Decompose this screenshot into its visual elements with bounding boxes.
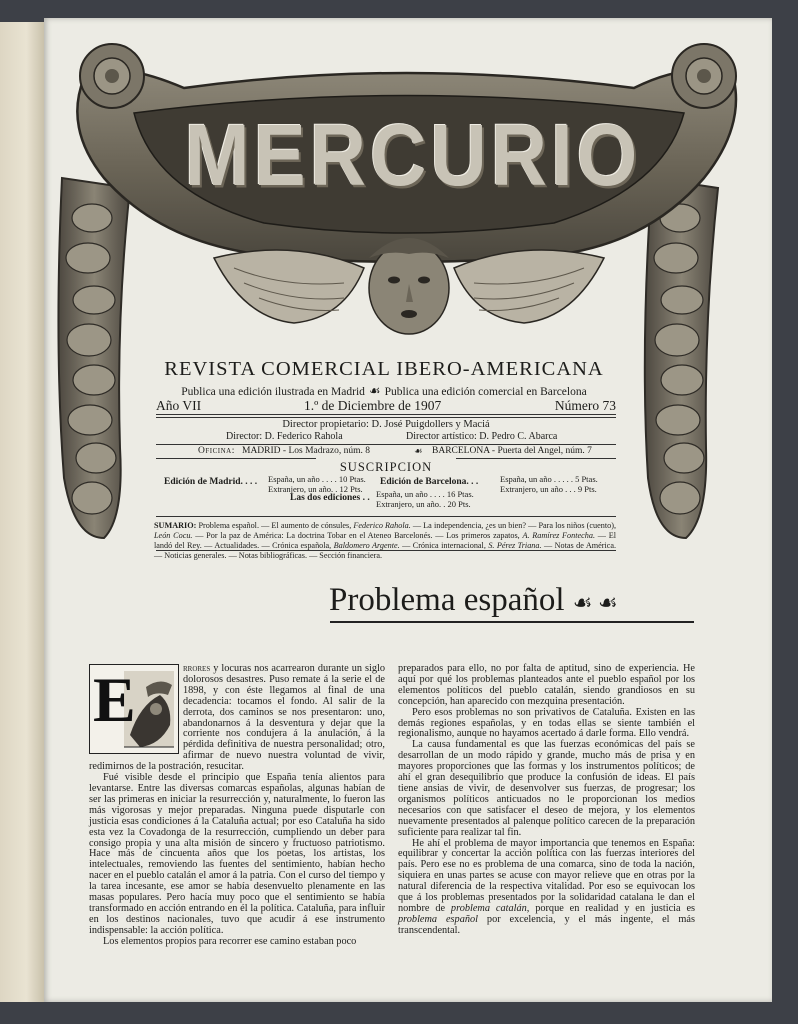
- article-paragraph: Los elementos propios para recorrer ese camino estaban poco: [103, 935, 357, 947]
- right-garland: [645, 178, 718, 538]
- edition-line: [154, 383, 614, 399]
- divider-rule: [156, 458, 316, 459]
- magazine-page: [44, 18, 772, 1002]
- edition-barcelona: Publica una edición comercial en Barcelona: [384, 386, 587, 398]
- rate-price: 12 Pts.: [339, 484, 363, 494]
- rate-price: 5 Ptas.: [575, 474, 598, 484]
- subscription-barcelona-rates: [500, 474, 598, 494]
- article-paragraph: preparados para ello, no por falta de aptitud, sino de experiencia. He aquí por qué los problemas planteados ante el pueblo español por los elementos políticos del pueblo catalán, siendo grandiosos en su concepción, han aparecido con mezquina presentación.: [398, 663, 695, 707]
- rate-price: 9 Pts.: [577, 484, 597, 494]
- dropcap-letter: E: [93, 664, 136, 735]
- staff-director: Director: D. Federico Rahola: [226, 431, 343, 442]
- facing-page-edge: [0, 22, 45, 1002]
- dropcap-word-rest: rrores: [183, 663, 211, 674]
- office-barcelona: BARCELONA - Puerta del Angel, núm. 7: [432, 446, 592, 456]
- paragraph-text: porque en realidad y en justicia es: [535, 902, 696, 914]
- toc-text: — Notas de América. — Noticias generales. — Notas bibliográficas. — Sección financiera.: [154, 541, 617, 560]
- rate-label: España, un año . . . .: [268, 474, 337, 484]
- staff-art-director: Director artístico: D. Pedro C. Abarca: [406, 431, 558, 442]
- subscription-madrid-label: Edición de Madrid. . . .: [164, 477, 258, 487]
- masthead-title: MERCURIO: [184, 105, 642, 205]
- toc-text: Problema español. — El aumento de cónsules,: [198, 521, 352, 530]
- article-paragraph: [89, 664, 385, 773]
- subscription-both-rates: [376, 489, 474, 509]
- divider-rule: [156, 550, 616, 551]
- article-paragraph: Pero esos problemas no son privativos de Cataluña. Existen en las demás regiones españolas, y en todas ellas se siente también el regionalismo, aunque no hayamos acertado á darle forma. Ello vendrá.: [398, 706, 695, 740]
- article-column-right: [398, 664, 695, 937]
- toc-author: León Cocu.: [154, 531, 193, 540]
- staff-directors: [156, 431, 616, 443]
- paragraph-text: y locuras nos acarrearon durante un siglo dolorosos desastres. Puso remate á la serie el de 1898, y con éste llegamos al final de una decadencia: tocamos el fondo. Al salir de la derrota, dos caminos se nos presentaron: uno, abandonarnos á la desventura y dejar que la corriente nos condujera á la anulación, á la pérdida definitiva de nuestra personalidad; otro, afirmar de nuevo nuestra voluntad de vivir, redimirnos de la postración, resucitar.: [89, 663, 386, 773]
- rate-label: España, un año . . . .: [376, 489, 445, 499]
- office-madrid: MADRID - Los Madrazo, núm. 8: [242, 446, 370, 456]
- paragraph-text: por excelencia, y el más ingente, el más transcendental.: [398, 913, 695, 936]
- article-title-text: Problema español: [329, 582, 565, 618]
- staff-owner: Director propietario: D. José Puigdollers y Maciá: [282, 419, 490, 430]
- toc-text: — Crónica internacional,: [402, 541, 486, 550]
- winged-head-ornament: [214, 238, 604, 334]
- toc-author: S. Pérez Triana.: [488, 541, 542, 550]
- issue-date: 1.º de Diciembre de 1907: [304, 398, 442, 413]
- article-column-left: [89, 664, 385, 948]
- article-paragraph: La causa fundamental es que las fuerzas económicas del país se desarrollan de un modo rápido y grande, mucho más de prisa y en mayores proporciones que las formas y los instrumentos políticos; de ahí el gran desequilibrio que produce la confusión de ideas. El país tiene ansias de vivir, de desenvolver sus fuerzas, de progresar; los organismos políticos anticuados no le proporcionan los medios necesarios con que satisfacer el deseo de mejora, y los elementos nuevamente presentados al palenque político carecen de la preparación suficiente para realizar tal fin.: [398, 739, 695, 838]
- emphasis-text: problema catalán,: [450, 902, 530, 914]
- edition-madrid: Publica una edición ilustrada en Madrid: [181, 386, 365, 398]
- subscription-both-label: Las dos ediciones . .: [290, 493, 370, 503]
- rate-price: 16 Ptas.: [446, 489, 474, 499]
- article-title: [329, 582, 618, 619]
- divider-rule: [156, 444, 616, 445]
- toc-text: — Por la paz de América: La doctrina Tobar en el Ateneo Barcelonés. — Los primeros zapatos,: [195, 531, 520, 540]
- issue-number: Número 73: [554, 398, 616, 413]
- subscription-heading: SUSCRIPCION: [339, 460, 433, 474]
- divider-rule: [156, 516, 616, 517]
- leaf-ornament-icon: ☙ ☙: [572, 590, 618, 615]
- rate-label: Extranjero, un año. .: [268, 484, 338, 494]
- subscription-madrid-rates: [268, 474, 366, 494]
- rate-label: España, un año . . . . .: [500, 474, 573, 484]
- left-garland: [58, 178, 130, 538]
- toc-text: — La independencia, ¿es un bien? — Para los niños (cuento),: [412, 521, 616, 530]
- toc-author: Baldomero Argente.: [333, 541, 400, 550]
- subscription-barcelona-label: Edición de Barcelona. . .: [380, 477, 479, 487]
- paragraph-text: He ahí el problema de mayor importancia que tenemos en España: equilibrar y concertar la acción política con las fuerzas interiores del país. Pero ese no es problema de una comarca, sino de toda la nación, siquiera en unas partes se acuse con mayor relieve que en otras por la natural diferencia de la respectiva vitalidad. Por eso se equivocan los que á los problemas presentados por la solidaridad catalana le dan el nombre de: [398, 837, 695, 914]
- fleuron-icon: ☙: [368, 383, 381, 398]
- toc-text: — El landó del Rey. — Actualidades. — Crónica española,: [154, 531, 616, 550]
- table-of-contents: [154, 521, 616, 561]
- title-underline: [330, 621, 694, 623]
- rate-label: Extranjero, un año. .: [376, 499, 446, 509]
- sumario-label: SUMARIO:: [154, 521, 197, 530]
- article-paragraph: [398, 839, 695, 937]
- divider-rule: [456, 458, 616, 459]
- illustrated-initial: [89, 664, 179, 754]
- offices-label: Oficina:: [198, 446, 235, 456]
- rate-price: 20 Pts.: [447, 499, 471, 509]
- divider-rule: [156, 414, 616, 418]
- fleuron-icon: ☙: [414, 447, 423, 457]
- article-paragraph: Fué visible desde el principio que España tenía alientos para levantarse. Entre las diversas comarcas españolas, algunas habían de ser las primeras en iniciar la resurrección y, naturalmente, lo fueron las más vigorosas y mejor preparadas. Ninguna puede disputarle con justicia esas condiciones á la Cataluña actual; por eso Cataluña ha sido esta vez la Covadonga de la resurrección, cumpliendo un deber para consigo propia y una alta misión de sincero y fructuoso patriotismo. Hace más de cincuenta años que los poetas, los artistas, los intelectuales, removiendo las fuentes del sentimiento, habían hecho nacer en el pueblo catalán el amor á la patria. Con el curso del tiempo y la tarea incesante, ese amor se había desenvuelto plenamente en las masas populares. Pero hacía muy poco que el sentimiento se había transformado en acción entrando en él la política. Cataluña, para influir en los destinos nacionales, tuvo que acudir á ese instrumento indispensable: la acción política.: [89, 772, 385, 936]
- toc-author: Federico Rahola.: [353, 521, 411, 530]
- issue-year: Año VII: [156, 398, 202, 413]
- rate-label: Extranjero, un año . . .: [500, 484, 576, 494]
- emphasis-text: problema español: [398, 913, 479, 925]
- magazine-subtitle: REVISTA COMERCIAL IBERO-AMERICANA: [164, 358, 604, 380]
- rate-price: 10 Ptas.: [338, 474, 366, 484]
- issue-line: [156, 398, 616, 414]
- toc-author: A. Ramírez Fontecha.: [522, 531, 595, 540]
